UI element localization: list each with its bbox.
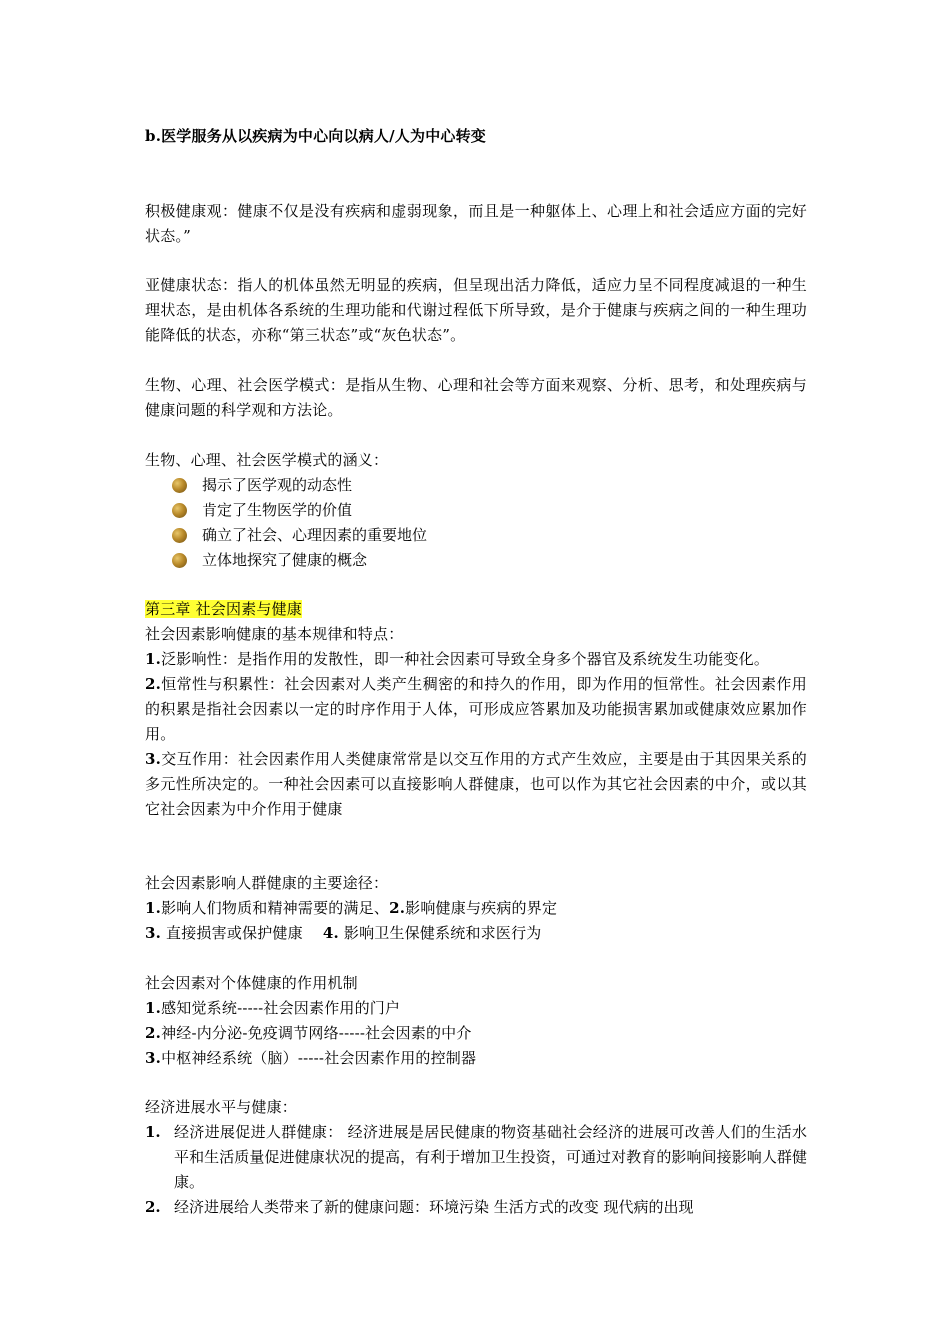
bullet-ball-icon: [172, 528, 187, 543]
mechanism-section: [145, 971, 807, 1071]
mechanism-item: 1.感知觉系统-----社会因素作用的门户: [145, 999, 401, 1017]
list-item: 立体地探究了健康的概念: [145, 548, 807, 573]
list-item: 1. 经济进展促进人群健康： 经济进展是居民健康的物资基础社会经济的进展可改善人们的生活水平和生活质量促进健康状况的提高，有利于增加卫生投资，可通过对教育的影响间接影响人群健康。: [145, 1123, 807, 1191]
list-item: 肯定了生物医学的价值: [145, 498, 807, 523]
subhealth-paragraph: 亚健康状态：指人的机体虽然无明显的疾病，但呈现出活力降低，适应力呈不同程度减退的一种生理状态，是由机体各系统的生理功能和代谢过程低下所导致，是介于健康与疾病之间的一种生理功能降低的状态，亦称“第三状态”或“灰色状态”。: [145, 276, 807, 344]
rule-1: 1.泛影响性：是指作用的发散性，即一种社会因素可导致全身多个器官及系统发生功能变化。: [145, 650, 770, 668]
bullet-ball-icon: [172, 553, 187, 568]
bullet-ball-icon: [172, 503, 187, 518]
rule-2: 2.恒常性与积累性：社会因素对人类产生稠密的和持久的作用，即为作用的恒常性。社会因素作用的积累是指社会因素以一定的时序作用于人体，可形成应答累加及功能损害累加或健康效应累加作用。: [145, 675, 807, 743]
economy-heading: 经济进展水平与健康：: [145, 1098, 298, 1116]
chapter-title: 第三章 社会因素与健康: [145, 600, 302, 618]
model-meaning-section: [145, 448, 807, 573]
rule-3: 3.交互作用：社会因素作用人类健康常常是以交互作用的方式产生效应，主要是由于其因果关系的多元性所决定的。一种社会因素可以直接影响人群健康，也可以作为其它社会因素的中介，或以其它社会因素为中介作用于健康: [145, 750, 807, 818]
medical-model-paragraph: 生物、心理、社会医学模式：是指从生物、心理和社会等方面来观察、分析、思考，和处理疾病与健康问题的科学观和方法论。: [145, 376, 807, 419]
mechanism-item: 3.中枢神经系统（脑）-----社会因素作用的控制器: [145, 1049, 477, 1067]
positive-health-paragraph: 积极健康观：健康不仅是没有疾病和虚弱现象，而且是一种躯体上、心理上和社会适应方面的完好状态。”: [145, 202, 807, 245]
list-item: 确立了社会、心理因素的重要地位: [145, 523, 807, 548]
economy-list: [145, 1120, 807, 1220]
list-item: 2. 经济进展给人类带来了新的健康问题：环境污染 生活方式的改变 现代病的出现: [145, 1198, 694, 1216]
bullet-ball-icon: [172, 478, 187, 493]
pathways-section: [145, 871, 807, 946]
pathways-line-2: 3. 直接损害或保护健康 4. 影响卫生保健系统和求医行为: [145, 924, 542, 942]
top-line: b.医学服务从以疾病为中心向以病人/人为中心转变: [145, 127, 486, 145]
list-item: 揭示了医学观的动态性: [145, 473, 807, 498]
mechanism-heading: 社会因素对个体健康的作用机制: [145, 974, 358, 992]
rules-heading: 社会因素影响健康的基本规律和特点：: [145, 625, 404, 643]
chapter3-section: [145, 597, 807, 822]
pathways-heading: 社会因素影响人群健康的主要途径：: [145, 874, 389, 892]
pathways-line-1: 1.影响人们物质和精神需要的满足、2.影响健康与疾病的界定: [145, 899, 558, 917]
mechanism-item: 2.神经-内分泌-免疫调节网络-----社会因素的中介: [145, 1024, 472, 1042]
model-meaning-heading: 生物、心理、社会医学模式的涵义：: [145, 451, 389, 469]
economy-section: [145, 1095, 807, 1220]
model-meaning-list: [145, 473, 807, 573]
